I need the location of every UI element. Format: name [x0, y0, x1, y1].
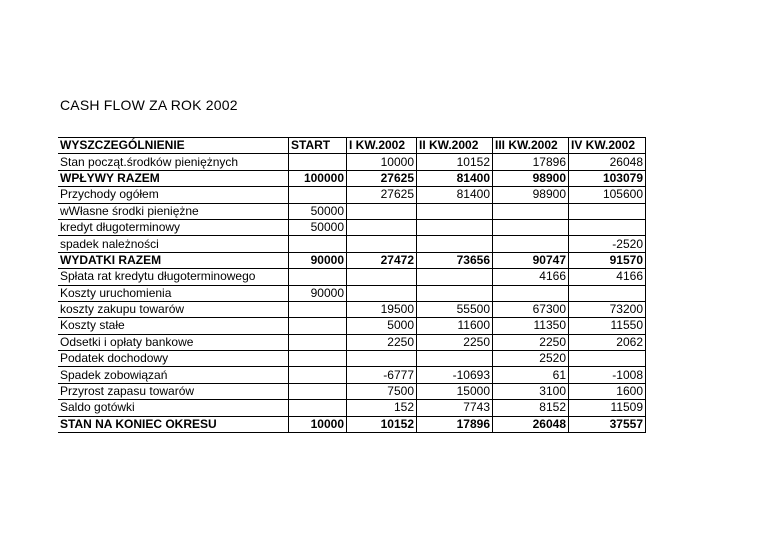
value-cell: 10152	[347, 416, 417, 432]
header-cell: II KW.2002	[417, 138, 493, 154]
value-cell: 7743	[417, 400, 493, 416]
value-cell	[347, 236, 417, 252]
value-cell	[417, 351, 493, 367]
value-cell	[289, 301, 347, 317]
table-row	[58, 334, 646, 350]
value-cell: 50000	[289, 203, 347, 219]
cash-flow-table	[58, 137, 646, 433]
value-cell: 90000	[289, 285, 347, 301]
table-row	[58, 400, 646, 416]
value-cell	[417, 236, 493, 252]
value-cell	[347, 269, 417, 285]
row-label-cell: WYDATKI RAZEM	[58, 252, 289, 268]
value-cell: -2520	[569, 236, 646, 252]
value-cell	[289, 154, 347, 170]
table-row	[58, 285, 646, 301]
row-label-cell: spadek należności	[58, 236, 289, 252]
value-cell: 3100	[493, 383, 569, 399]
value-cell	[569, 203, 646, 219]
table-header-row	[58, 138, 646, 154]
value-cell	[289, 400, 347, 416]
header-cell: III KW.2002	[493, 138, 569, 154]
value-cell	[493, 285, 569, 301]
value-cell: 81400	[417, 187, 493, 203]
table-row	[58, 383, 646, 399]
value-cell: 67300	[493, 301, 569, 317]
value-cell	[417, 219, 493, 235]
value-cell: 61	[493, 367, 569, 383]
value-cell: 100000	[289, 170, 347, 186]
value-cell: 17896	[417, 416, 493, 432]
value-cell: 2520	[493, 351, 569, 367]
header-cell: IV KW.2002	[569, 138, 646, 154]
value-cell: 90747	[493, 252, 569, 268]
value-cell: 10000	[347, 154, 417, 170]
value-cell: 98900	[493, 170, 569, 186]
header-cell: START	[289, 138, 347, 154]
value-cell: 10152	[417, 154, 493, 170]
value-cell: 91570	[569, 252, 646, 268]
value-cell: 2250	[493, 334, 569, 350]
row-label-cell: koszty zakupu towarów	[58, 301, 289, 317]
value-cell: 2062	[569, 334, 646, 350]
value-cell	[289, 383, 347, 399]
value-cell: 5000	[347, 318, 417, 334]
value-cell	[493, 236, 569, 252]
row-label-cell: Odsetki i opłaty bankowe	[58, 334, 289, 350]
value-cell: 7500	[347, 383, 417, 399]
value-cell: 1600	[569, 383, 646, 399]
value-cell	[289, 269, 347, 285]
row-label-cell: Saldo gotówki	[58, 400, 289, 416]
value-cell: 27625	[347, 187, 417, 203]
header-cell: I KW.2002	[347, 138, 417, 154]
value-cell: 26048	[569, 154, 646, 170]
value-cell: 26048	[493, 416, 569, 432]
row-label-cell: WPŁYWY RAZEM	[58, 170, 289, 186]
value-cell	[289, 334, 347, 350]
value-cell: -6777	[347, 367, 417, 383]
table-row	[58, 351, 646, 367]
value-cell	[493, 203, 569, 219]
value-cell	[347, 351, 417, 367]
table-row	[58, 301, 646, 317]
value-cell	[569, 219, 646, 235]
table-row	[58, 187, 646, 203]
value-cell: 73656	[417, 252, 493, 268]
value-cell: 8152	[493, 400, 569, 416]
value-cell: 4166	[569, 269, 646, 285]
row-label-cell: STAN NA KONIEC OKRESU	[58, 416, 289, 432]
value-cell: 103079	[569, 170, 646, 186]
value-cell: -1008	[569, 367, 646, 383]
table-row	[58, 416, 646, 432]
value-cell: 11350	[493, 318, 569, 334]
row-label-cell: kredyt długoterminowy	[58, 219, 289, 235]
value-cell: 37557	[569, 416, 646, 432]
value-cell: 2250	[347, 334, 417, 350]
value-cell	[417, 269, 493, 285]
value-cell	[347, 219, 417, 235]
value-cell: 73200	[569, 301, 646, 317]
row-label-cell: wWłasne środki pieniężne	[58, 203, 289, 219]
value-cell: 11550	[569, 318, 646, 334]
table-row	[58, 269, 646, 285]
value-cell: 11509	[569, 400, 646, 416]
value-cell	[417, 285, 493, 301]
value-cell	[289, 187, 347, 203]
value-cell: 17896	[493, 154, 569, 170]
table-row	[58, 154, 646, 170]
row-label-cell: Przychody ogółem	[58, 187, 289, 203]
value-cell	[417, 203, 493, 219]
value-cell: 11600	[417, 318, 493, 334]
value-cell: 19500	[347, 301, 417, 317]
value-cell: 81400	[417, 170, 493, 186]
value-cell	[289, 367, 347, 383]
value-cell: 27625	[347, 170, 417, 186]
value-cell: 2250	[417, 334, 493, 350]
table-row	[58, 236, 646, 252]
value-cell	[347, 285, 417, 301]
value-cell: 152	[347, 400, 417, 416]
value-cell	[493, 219, 569, 235]
value-cell	[289, 351, 347, 367]
row-label-cell: Koszty stałe	[58, 318, 289, 334]
table-row	[58, 252, 646, 268]
table-row	[58, 367, 646, 383]
row-label-cell: Stan począt.środków pieniężnych	[58, 154, 289, 170]
value-cell: -10693	[417, 367, 493, 383]
value-cell: 90000	[289, 252, 347, 268]
table-row	[58, 318, 646, 334]
value-cell: 50000	[289, 219, 347, 235]
value-cell	[569, 285, 646, 301]
value-cell: 98900	[493, 187, 569, 203]
row-label-cell: Spłata rat kredytu długoterminowego	[58, 269, 289, 285]
table-row	[58, 170, 646, 186]
document-title: CASH FLOW ZA ROK 2002	[60, 97, 238, 113]
header-cell: WYSZCZEGÓLNIENIE	[58, 138, 289, 154]
table-row	[58, 219, 646, 235]
value-cell	[289, 318, 347, 334]
table-row	[58, 203, 646, 219]
row-label-cell: Koszty uruchomienia	[58, 285, 289, 301]
value-cell: 10000	[289, 416, 347, 432]
value-cell	[569, 351, 646, 367]
row-label-cell: Przyrost zapasu towarów	[58, 383, 289, 399]
value-cell: 27472	[347, 252, 417, 268]
value-cell: 4166	[493, 269, 569, 285]
row-label-cell: Spadek zobowiązań	[58, 367, 289, 383]
value-cell: 55500	[417, 301, 493, 317]
value-cell: 15000	[417, 383, 493, 399]
value-cell: 105600	[569, 187, 646, 203]
value-cell	[289, 236, 347, 252]
row-label-cell: Podatek dochodowy	[58, 351, 289, 367]
value-cell	[347, 203, 417, 219]
